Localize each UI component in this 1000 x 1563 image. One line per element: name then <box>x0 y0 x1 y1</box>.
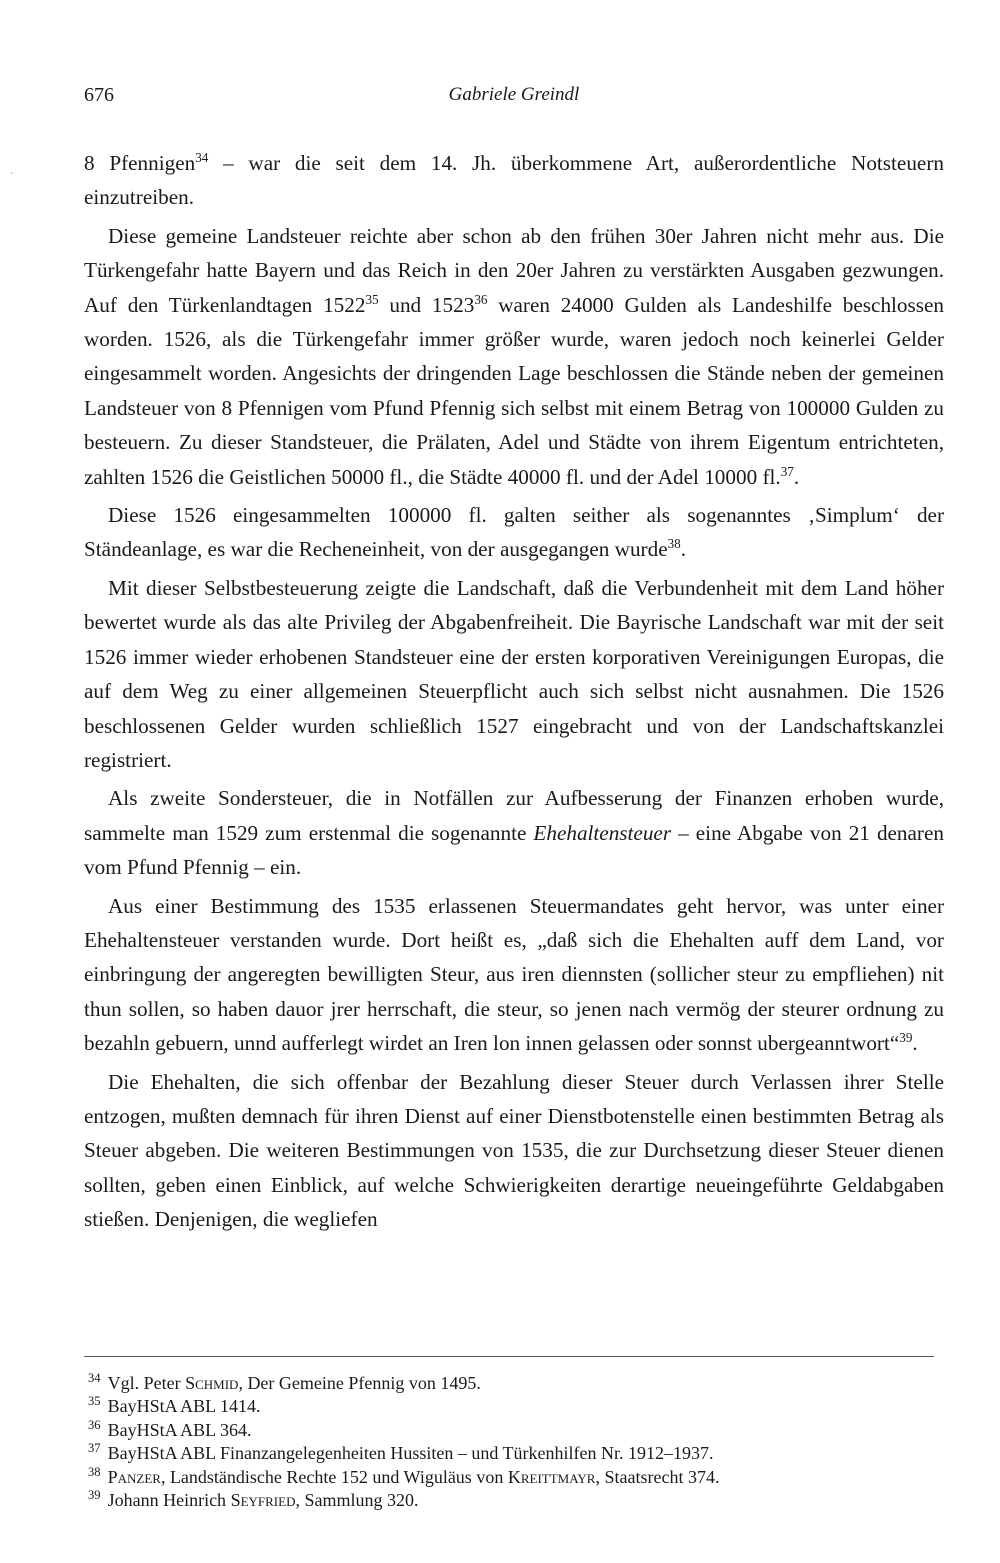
text-run: . <box>680 537 687 562</box>
footnote-divider <box>84 1356 934 1357</box>
page-number: 676 <box>84 84 114 106</box>
text-run: , Der Gemeine Pfennig von 1495. <box>238 1373 481 1393</box>
text-run: Aus einer Bestimmung des 1535 erlassenen Steuermandates geht hervor, was unter einer Ehehaltensteuer verstanden wurde. Dort heißt es, „daß sich die Ehehalten auff dem Land, vor einbringung der angeregten bewilligten Steur, aus iren diennsten (sollicher steur zu empfliehen) nit thun sollen, so haben dauor jrer herrschaft, die steur, so jenen nach vermög der steurer ordnung zu bezahln gebuern, unnd aufferlegt wirdet an Iren lon innen gelassen oder sonnst ubergeanntwort“ <box>84 893 944 1056</box>
footnote-reference[interactable]: 34 <box>195 149 209 165</box>
text-run: Johann Heinrich <box>107 1490 231 1511</box>
footnote-reference[interactable]: 38 <box>667 536 681 552</box>
author-name: Seyfried <box>230 1490 296 1511</box>
text-run: – eine Abgabe von 21 denaren vom Pfund Pfennig – ein. <box>84 820 944 880</box>
italic-term: Ehehaltensteuer <box>533 820 672 845</box>
paragraph <box>84 781 944 884</box>
footnote-reference[interactable]: 36 <box>474 291 488 307</box>
footnote <box>84 1489 944 1512</box>
text-run: Diese 1526 eingesammelten 100000 fl. galten seither als sogenanntes ‚Simplum‘ der Ständeanlage, es war die Recheneinheit, von der ausgegangen wurde <box>84 503 944 562</box>
footnote-reference[interactable]: 37 <box>780 463 794 479</box>
text-run: 8 Pfennigen <box>84 151 196 175</box>
text-run: – war die seit dem 14. Jh. überkommene Art, außerordentliche Notsteuern einzutreiben. <box>84 151 944 210</box>
paragraph <box>84 146 944 215</box>
author-name: Panzer <box>107 1466 161 1487</box>
text-run: , Staatsrecht 374. <box>595 1466 720 1487</box>
footnote-number: 34 <box>88 1371 101 1385</box>
scan-speck: ` <box>10 172 14 183</box>
text-run: BayHStA ABL Finanzangelegenheiten Hussiten – und Türkenhilfen Nr. 1912–1937. <box>107 1443 714 1464</box>
footnote <box>84 1419 944 1442</box>
author-name: Kreittmayr <box>507 1466 596 1487</box>
text-run: . <box>793 464 800 489</box>
text-run: BayHStA ABL 1414. <box>107 1396 261 1417</box>
footnote <box>84 1442 944 1465</box>
text-run: und 1523 <box>378 292 475 317</box>
paragraph <box>84 498 944 567</box>
text-run: Als zweite Sondersteuer, die in Notfällen zur Aufbesserung der Finanzen erhoben wurde, sammelte man 1529 zum erstenmal die sogenannte <box>84 786 944 845</box>
text-run: , Landständische Rechte 152 und Wiguläus von <box>160 1466 508 1487</box>
running-head: Gabriele Greindl <box>448 84 580 105</box>
footnote <box>84 1466 944 1489</box>
paragraph <box>84 571 944 777</box>
text-run: Die Ehehalten, die sich offenbar der Bezahlung dieser Steuer durch Verlassen ihrer Stelle entzogen, mußten demnach für ihren Dienst auf einer Dienstbotenstelle einen bestimmten Betrag als Steuer abgeben. Die weiteren Bestimmungen von 1535, die zur Durchsetzung dieser Steuer dienen sollten, geben einen Einblick, auf welche Schwierigkeiten derartige neueingeführte Geldabgaben stießen. Denjenigen, die wegliefen <box>84 1069 944 1232</box>
text-run: Mit dieser Selbstbesteuerung zeigte die Landschaft, daß die Verbundenheit mit dem Land höher bewertet wurde als das alte Privileg der Abgabenfreiheit. Die Bayrische Landschaft war mit der seit 1526 immer wieder erhobenen Standsteuer eine der ersten korporativen Vereinigungen Europas, die auf dem Weg zu einer allgemeinen Steuerpflicht auch sich selbst nicht ausnahmen. Die 1526 beschlossenen Gelder wurden schließlich 1527 eingebracht und von der Landschaftskanzlei registriert. <box>84 575 944 772</box>
text-run: Vgl. Peter <box>107 1373 186 1393</box>
body-text <box>84 146 944 1241</box>
page-header <box>84 84 944 114</box>
text-run: waren 24000 Gulden als Landeshilfe beschlossen worden. 1526, als die Türkengefahr immer größer wurde, waren jedoch noch keinerlei Gelder eingesammelt worden. Angesichts der dringenden Lage beschlossen die Stände neben der gemeinen Landsteuer von 8 Pfennigen vom Pfund Pfennig sich selbst mit einem Betrag von 100000 Gulden zu besteuern. Zu dieser Standsteuer, die Prälaten, Adel und Städte von ihrem Eigentum entrichteten, zahlten 1526 die Geistlichen 50000 fl., die Städte 40000 fl. und der Adel 10000 fl. <box>84 292 945 489</box>
footnote-reference[interactable]: 35 <box>365 291 379 307</box>
footnote-number: 38 <box>88 1464 101 1479</box>
text-run: , Sammlung 320. <box>295 1490 419 1511</box>
footnote-number: 36 <box>88 1417 101 1432</box>
footnote-number: 39 <box>88 1488 101 1503</box>
text-run: . <box>912 1031 918 1056</box>
paragraph <box>84 889 944 1061</box>
paragraph <box>84 1065 944 1237</box>
footnote-reference[interactable]: 39 <box>899 1030 913 1046</box>
author-name: Schmid <box>185 1373 239 1393</box>
footnote <box>84 1372 944 1395</box>
text-run: BayHStA ABL 364. <box>107 1419 252 1440</box>
footnote <box>84 1395 944 1418</box>
paragraph <box>84 219 944 494</box>
footnotes <box>84 1372 944 1512</box>
footnote-number: 35 <box>88 1394 101 1409</box>
text-run: Diese gemeine Landsteuer reichte aber schon ab den frühen 30er Jahren nicht mehr aus. Die Türkengefahr hatte Bayern und das Reich in den 20er Jahren zu verstärkten Ausgaben gezwungen. Auf den Türkenlandtagen 1522 <box>84 223 944 317</box>
footnote-number: 37 <box>88 1441 101 1456</box>
